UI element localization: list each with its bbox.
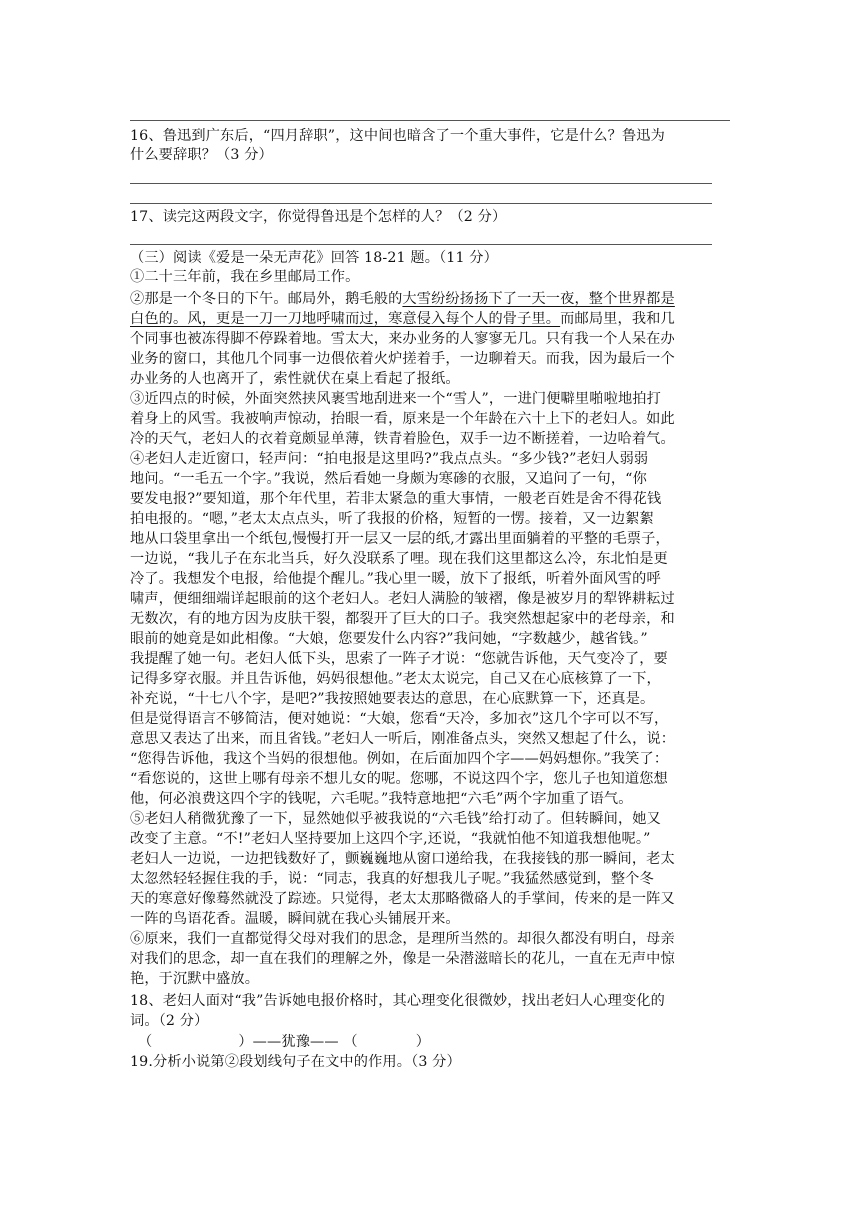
q16-line-1: 16、鲁迅到广东后，“四月辞职”，这中间也暗含了一个重大事件，它是什么？鲁迅为 (130, 128, 665, 144)
story-para-4-line-15: 意思又表达了出来，而且省钱。”老妇人一听后，刚准备点头，突然又想起了什么，说： (130, 731, 676, 747)
blank-open-paren: （ (138, 1034, 153, 1050)
answer-line-q16-1 (130, 183, 712, 184)
story-para-4-line-10: 眼前的她竟是如此相像。“大娘，您要发什么内容?”我问她，“字数越少，越省钱。” (130, 631, 648, 647)
story-para-4-line-1: ④老妇人走近窗口，轻声问：“拍电报是这里吗?”我点点头。“多少钱?”老妇人弱弱 (130, 451, 649, 467)
story-para-4-line-14: 但是觉得语言不够简洁，便对她说：“大娘，您看“天冷，多加衣”这几个字可以不写， (130, 711, 669, 727)
q16-line-2: 什么要辞职？（3 分） (130, 147, 273, 163)
story-para-4-line-16: “您得告诉他，我这个当妈的很想他。例如，在后面加四个字——妈妈想你。”我笑了： (130, 751, 669, 767)
story-para-4-line-8: 啸声，便细细端详起眼前的这个老妇人。老妇人满脸的皱褶，像是被岁月的犁铧耕耘过 (130, 591, 675, 607)
story-para-2-line-2 (130, 310, 730, 329)
underlined-sentence: 大雪纷纷扬扬下了一天一夜，整个世界都是 (402, 291, 675, 307)
story-para-6-line-2: 对我们的思念，却一直在我们的理解之外，像是一朵潜滋暗长的花儿，一直在无声中惊 (130, 951, 675, 967)
story-para-2-text: 而邮局里，我和几 (560, 311, 675, 327)
story-para-5-line-5: 天的寒意好像蓦然就没了踪迹。只觉得，老太太那略微硌人的手掌间，传来的是一阵又 (130, 891, 675, 907)
story-para-4-line-2: 地问。“一毛五一个字。”我说，然后看她一身颇为寒碜的衣服，又追问了一句，“你 (130, 471, 647, 487)
underlined-sentence-cont: 白色的。风，更是一刀一刀地呼啸而过，寒意侵入每个人的骨子里。 (130, 311, 561, 327)
story-para-3-line-1: ③近四点的时候，外面突然挟风裹雪地刮进来一个“雪人”，一进门便噼里啪啦地拍打 (130, 391, 661, 407)
story-para-3-line-3: 冷的天气，老妇人的衣着竟颇显单薄，铁青着脸色，双手一边不断搓着，一边哈着气。 (130, 431, 675, 447)
story-para-2-text: ②那是一个冬日的下午。邮局外，鹅毛般的 (130, 291, 403, 307)
story-para-3-line-2: 着身上的风雪。我被响声惊动，抬眼一看，原来是一个年龄在六十上下的老妇人。如此 (130, 411, 675, 427)
story-para-5-line-2: 改变了主意。“不!”老妇人坚持要加上这四个字,还说，“我就怕他不知道我想他呢。” (130, 831, 651, 847)
story-para-2-line-5: 办业务的人也离开了，索性就伏在桌上看起了报纸。 (130, 371, 460, 387)
story-para-4-line-12: 记得多穿衣服。并且告诉他，妈妈很想他。”老太太说完，自己又在心底核算了一下， (130, 671, 661, 687)
story-para-4-line-4: 拍电报的。“嗯，”老太太点点头，听了我报的价格，短暂的一愣。接着，又一边絮絮 (130, 511, 654, 527)
story-para-5-line-4: 太忽然轻轻握住我的手，说：“同志，我真的好想我儿子呢。”我猛然感觉到，整个冬 (130, 871, 654, 887)
story-para-5-line-3: 老妇人一边说，一边把钱数好了，颤巍巍地从窗口递给我，在我接钱的那一瞬间，老太 (130, 851, 675, 867)
story-para-4-line-7: 冷了。我想发个电报，给他提个醒儿。”我心里一暖，放下了报纸，听着外面风雪的呼 (130, 571, 661, 587)
story-para-4-line-18: 他，何必浪费这四个字的钱呢，六毛呢。”我特意地把“六毛”两个字加重了语气。 (130, 791, 633, 807)
q18-fill-blanks (138, 1033, 738, 1052)
blank-middle: ）——犹豫—— （ (238, 1034, 358, 1050)
story-para-5-line-6: 一阵的鸟语花香。温暖，瞬间就在我心头铺展开来。 (130, 911, 460, 927)
section-3-heading: （三）阅读《爱是一朵无声花》回答 18-21 题。（11 分） (130, 250, 498, 266)
story-para-2-line-1 (130, 290, 730, 309)
story-para-2-line-3: 个同事也被冻得脚不停跺着地。雪太大，来办业务的人寥寥无几。只有我一个人呆在办 (130, 331, 675, 347)
answer-line-q17 (130, 244, 712, 245)
story-para-5-line-1: ⑤老妇人稍微犹豫了一下，显然她似乎被我说的“六毛钱”给打动了。但转瞬间，她又 (130, 811, 661, 827)
story-para-4-line-5: 地从口袋里拿出一个纸包,慢慢打开一层又一层的纸,才露出里面躺着的平整的毛票子， (130, 531, 670, 547)
story-para-4-line-13: 补充说，“十七八个字，是吧?”我按照她要表达的意思，在心底默算一下，还真是。 (130, 691, 655, 707)
story-para-4-line-6: 一边说，“我儿子在东北当兵，好久没联系了哩。现在我们这里都这么冷，东北怕是更 (130, 551, 668, 567)
story-para-6-line-1: ⑥原来，我们一直都觉得父母对我们的思念，是理所当然的。却很久都没有明白，母亲 (130, 931, 675, 947)
blank-close-paren: ） (415, 1034, 431, 1050)
top-rule (130, 120, 730, 121)
q17-question: 17、读完这两段文字，你觉得鲁迅是个怎样的人？（2 分） (130, 209, 507, 225)
story-para-4-line-9: 无数次，有的地方因为皮肤干裂，都裂开了巨大的口子。我突然想起家中的老母亲，和 (130, 611, 675, 627)
story-para-2-line-4: 业务的窗口，其他几个同事一边偎依着火炉搓着手，一边聊着天。而我，因为最后一个 (130, 351, 675, 367)
q19-question: 19.分析小说第②段划线句子在文中的作用。（3 分） (130, 1054, 461, 1070)
q18-line-2: 词。（2 分） (130, 1013, 209, 1029)
answer-line-q16-2 (130, 203, 712, 204)
story-para-4-line-3: 要发电报?”要知道，那个年代里，若非太紧急的重大事情，一般老百姓是舍不得花钱 (130, 491, 662, 507)
story-para-4-line-17: “看您说的，这世上哪有母亲不想儿女的呢。您哪，不说这四个字，您儿子也知道您想 (130, 771, 668, 787)
story-para-4-line-11: 我提醒了她一句。老妇人低下头，思索了一阵子才说：“您就告诉他，天气变冷了，要 (130, 651, 668, 667)
q18-line-1: 18、老妇人面对“我”告诉她电报价格时，其心理变化很微妙，找出老妇人心理变化的 (130, 993, 665, 1009)
story-para-1: ①二十三年前，我在乡里邮局工作。 (130, 269, 360, 285)
story-para-6-line-3: 艳，于沉默中盛放。 (130, 971, 260, 987)
